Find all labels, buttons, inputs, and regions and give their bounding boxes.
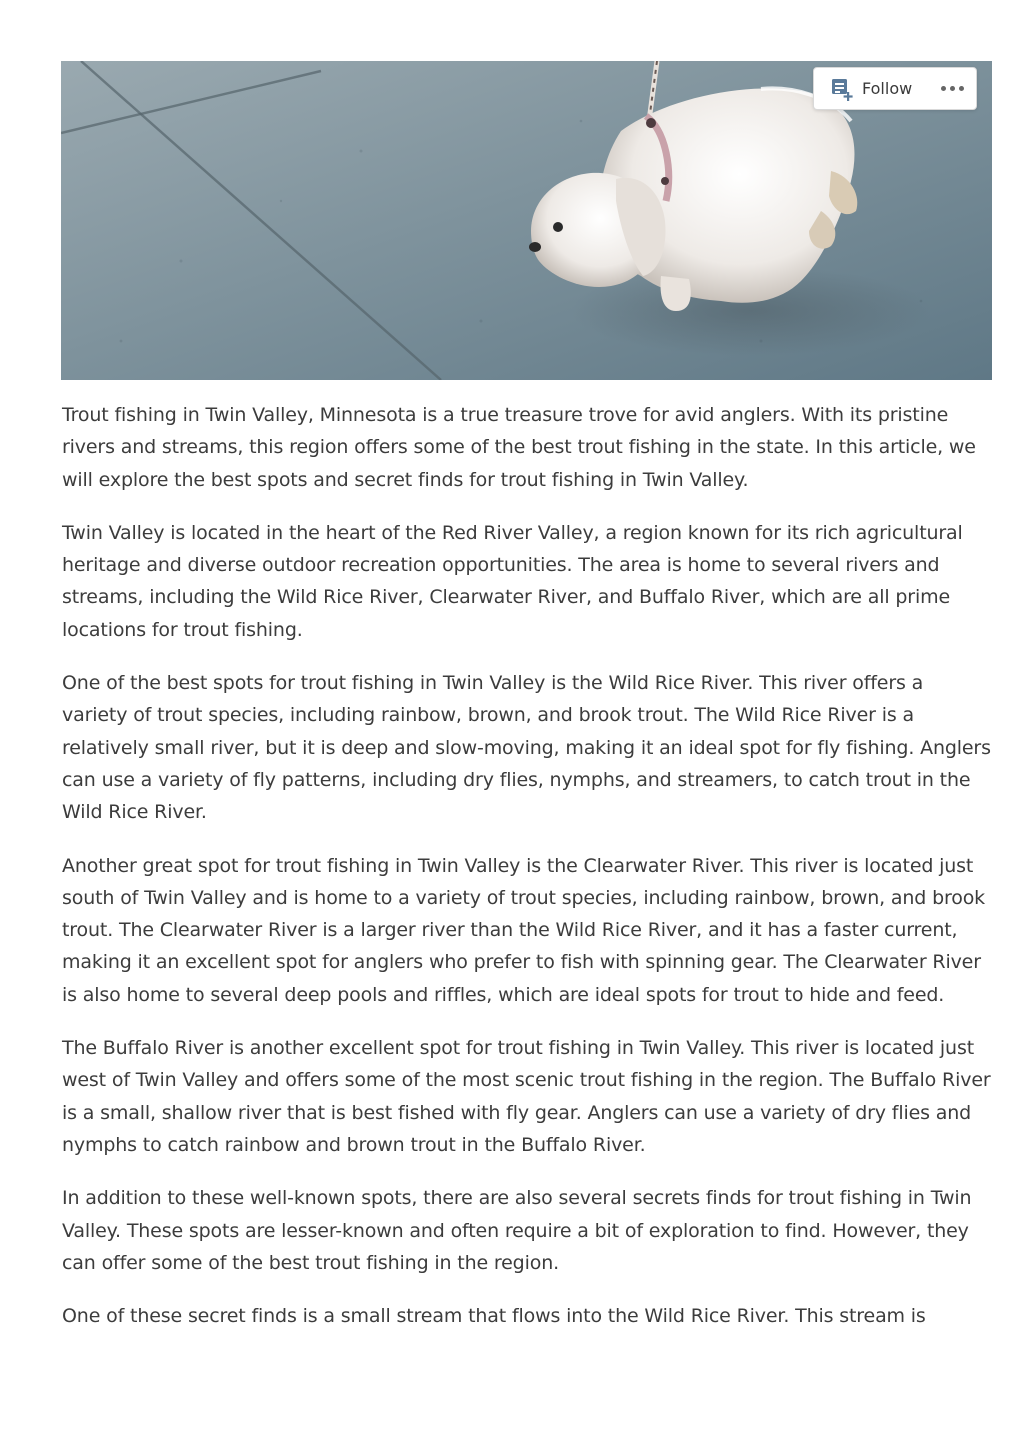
more-horizontal-icon-dot bbox=[950, 86, 955, 91]
add-to-list-icon bbox=[830, 76, 856, 102]
follow-toolbar bbox=[813, 67, 977, 110]
more-horizontal-icon-dot bbox=[959, 86, 964, 91]
article-paragraph: Twin Valley is located in the heart of the Red River Valley, a region known for its rich agricultural heritage and diverse outdoor recreation opportunities. The area is home to several rivers and streams, including the Wild Rice River, Clearwater River, and Buffalo River, which are all prime locations for trout fishing. bbox=[62, 521, 963, 641]
follow-button-label: Follow bbox=[862, 79, 913, 98]
more-horizontal-icon bbox=[941, 86, 946, 91]
article-paragraph: In addition to these well-known spots, there are also several secrets finds for trout fishing in Twin Valley. These spots are lesser-known and often require a bit of exploration to find. However, they can offer some of the best trout fishing in the region. bbox=[62, 1187, 972, 1274]
article-paragraph: The Buffalo River is another excellent spot for trout fishing in Twin Valley. This river is located just west of Twin Valley and offers some of the most scenic trout fishing in the region. The Buffalo River is a small, shallow river that is best fished with fly gear. Anglers can use a variety of dry flies and nymphs to catch rainbow and brown trout in the Buffalo River. bbox=[62, 1037, 991, 1156]
more-options-button[interactable] bbox=[941, 68, 964, 109]
article-paragraph: One of the best spots for trout fishing in Twin Valley is the Wild Rice River. This river offers a variety of trout species, including rainbow, brown, and brook trout. The Wild Rice River is a relatively small river, but it is deep and slow-moving, making it an ideal spot for fly fishing. Anglers can use a variety of fly patterns, including dry flies, nymphs, and streamers, to catch trout in the Wild Rice River. bbox=[62, 672, 991, 824]
article-paragraph: Another great spot for trout fishing in Twin Valley is the Clearwater River. This river is located just south of Twin Valley and is home to a variety of trout species, including rainbow, brown, and brook trout. The Clearwater River is a larger river than the Wild Rice River, and it has a faster current, making it an excellent spot for anglers who prefer to fish with spinning gear. The Clearwater River is also home to several deep pools and riffles, which are ideal spots for trout to hide and feed. bbox=[62, 854, 986, 1006]
follow-button[interactable] bbox=[814, 68, 922, 109]
article-paragraph: One of these secret finds is a small stream that flows into the Wild Rice River. This stream is bbox=[62, 1305, 926, 1328]
article-paragraph: Trout fishing in Twin Valley, Minnesota is a true treasure trove for avid anglers. With its pristine rivers and streams, this region offers some of the best trout fishing in the state. In this article, we will explore the best spots and secret finds for trout fishing in Twin Valley. bbox=[62, 404, 976, 491]
article-body bbox=[62, 399, 992, 1353]
